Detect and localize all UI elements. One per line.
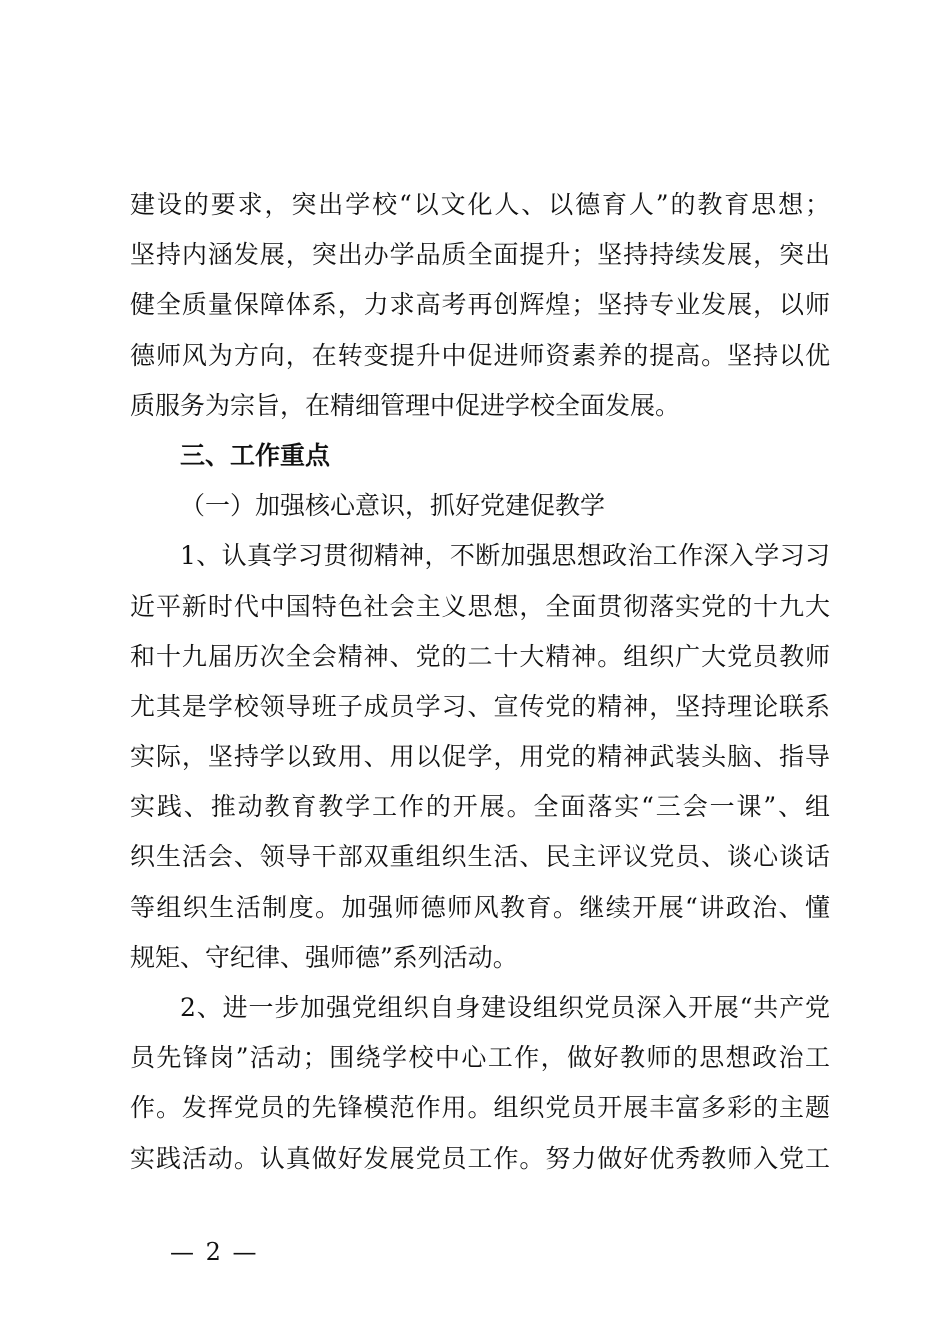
paragraph-line: 等组织生活制度。加强师德师风教育。继续开展“讲政治、懂 [130, 892, 830, 922]
paragraph-line: 实践活动。认真做好发展党员工作。努力做好优秀教师入党工 [130, 1143, 830, 1173]
paragraph-line: 规矩、守纪律、强师德”系列活动。 [130, 942, 518, 972]
document-body [130, 180, 830, 1184]
paragraph-line: 德师风为方向，在转变提升中促进师资素养的提高。坚持以优 [130, 340, 830, 370]
paragraph-line: 近平新时代中国特色社会主义思想，全面贯彻落实党的十九大 [130, 591, 830, 621]
paragraph-line: 健全质量保障体系，力求高考再创辉煌；坚持专业发展，以师 [130, 290, 830, 320]
paragraph-line: 1、认真学习贯彻精神，不断加强思想政治工作深入学习习 [180, 541, 830, 571]
paragraph-line: 和十九届历次全会精神、党的二十大精神。组织广大党员教师 [130, 641, 830, 671]
paragraph-line: 尤其是学校领导班子成员学习、宣传党的精神，坚持理论联系 [130, 691, 830, 721]
paragraph-line: 实践、推动教育教学工作的开展。全面落实“三会一课”、组 [130, 792, 830, 822]
paragraph-line: 员先锋岗”活动；围绕学校中心工作，做好教师的思想政治工 [130, 1043, 830, 1073]
subsection-heading: （一）加强核心意识，抓好党建促教学 [180, 491, 606, 521]
paragraph-line: 实际，坚持学以致用、用以促学，用党的精神武装头脑、指导 [130, 742, 830, 772]
paragraph-line: 建设的要求，突出学校“以文化人、以德育人”的教育思想； [130, 190, 830, 219]
paragraph-line: 织生活会、领导干部双重组织生活、民主评议党员、谈心谈话 [130, 842, 830, 872]
paragraph-line: 质服务为宗旨，在精细管理中促进学校全面发展。 [130, 390, 681, 420]
page-number: — 2 — [170, 1238, 259, 1266]
section-heading: 三、工作重点 [180, 440, 331, 470]
paragraph-line: 作。发挥党员的先锋模范作用。组织党员开展丰富多彩的主题 [130, 1093, 830, 1123]
paragraph-line: 2、进一步加强党组织自身建设组织党员深入开展“共产党 [180, 993, 830, 1022]
paragraph-line: 坚持内涵发展，突出办学品质全面提升；坚持持续发展，突出 [130, 240, 830, 270]
